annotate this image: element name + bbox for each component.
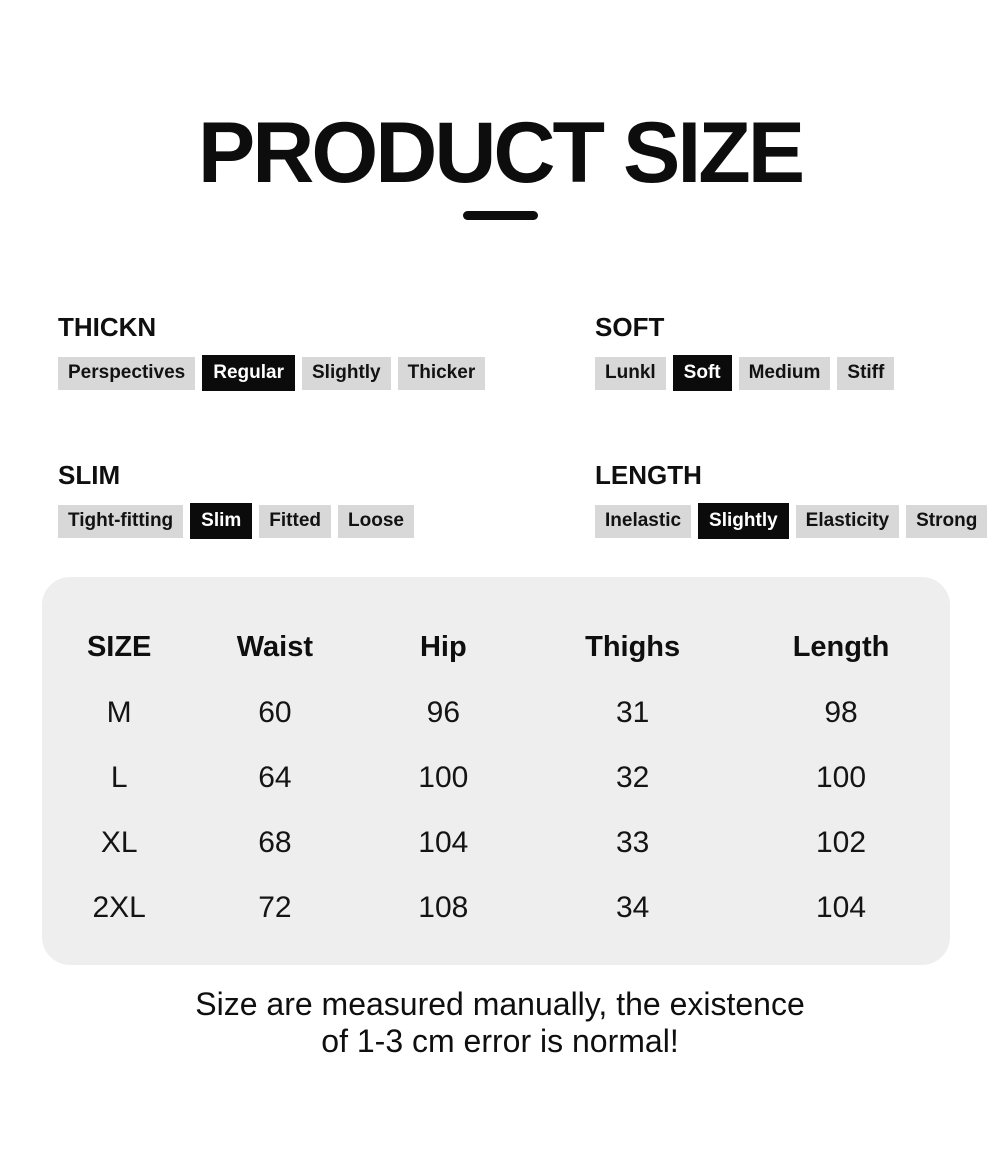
table-header-cell: Hip (419, 631, 467, 663)
table-cell: 108 (418, 890, 469, 924)
option-chip: Fitted (259, 505, 331, 538)
table-cell: 72 (258, 890, 292, 924)
table-cell: 64 (258, 760, 292, 794)
table-header-cell: Length (792, 631, 890, 663)
option-chip: Thicker (398, 357, 486, 390)
attribute-section-thickn (58, 312, 595, 391)
attribute-label: LENGTH (595, 460, 702, 491)
table-cell: 104 (418, 825, 469, 859)
table-header-cell: Waist (236, 631, 314, 663)
table-cell: 68 (258, 825, 292, 859)
table-cell: 102 (816, 825, 867, 859)
attribute-options (595, 355, 987, 391)
attribute-options (58, 503, 595, 539)
option-chip: Medium (739, 357, 831, 390)
table-cell: 2XL (92, 890, 146, 924)
table-header-cell: Thighs (585, 631, 681, 663)
attribute-options (595, 503, 987, 539)
page-title: PRODUCT SIZE (197, 105, 803, 201)
table-row (42, 745, 950, 810)
table-cell: M (106, 695, 132, 729)
option-chip: Inelastic (595, 505, 691, 538)
table-cell: 60 (258, 695, 292, 729)
option-chip: Loose (338, 505, 414, 538)
table-cell: 98 (824, 695, 858, 729)
option-chip: Tight-fitting (58, 505, 183, 538)
option-chip: Slim (190, 503, 252, 539)
option-chip: Strong (906, 505, 987, 538)
option-chip: Slightly (302, 357, 391, 390)
table-cell: 33 (615, 825, 650, 859)
option-chip: Perspectives (58, 357, 195, 390)
attribute-section-soft (595, 312, 987, 391)
measurement-note-line: of 1-3 cm error is normal! (321, 1023, 679, 1059)
option-chip: Elasticity (796, 505, 899, 538)
table-row (42, 810, 950, 875)
table-cell: 100 (418, 760, 469, 794)
table-cell: XL (100, 825, 138, 859)
measurement-note-line: Size are measured manually, the existence (195, 986, 805, 1022)
option-chip: Lunkl (595, 357, 666, 390)
attribute-section-length (595, 460, 987, 539)
attribute-label: THICKN (58, 312, 157, 342)
table-row (42, 680, 950, 745)
option-chip: Stiff (837, 357, 894, 390)
attribute-label: SOFT (595, 312, 665, 342)
table-cell: 104 (816, 890, 867, 924)
option-chip: Slightly (698, 503, 789, 539)
attribute-label: SLIM (58, 460, 121, 491)
table-header-cell: SIZE (86, 631, 152, 663)
table-cell: 32 (615, 760, 650, 794)
attribute-sections (58, 312, 978, 539)
table-cell: 31 (615, 695, 650, 729)
table-cell: L (110, 760, 128, 794)
table-cell: 34 (615, 890, 650, 924)
attribute-options (58, 355, 595, 391)
size-table-panel (42, 577, 950, 965)
table-row (42, 875, 950, 940)
table-cell: 100 (816, 760, 867, 794)
measurement-note (0, 986, 1000, 1060)
table-cell: 96 (426, 695, 461, 729)
table-header-row (42, 615, 950, 680)
title-underline (463, 211, 538, 220)
option-chip: Regular (202, 355, 295, 391)
size-table (42, 615, 950, 940)
option-chip: Soft (673, 355, 732, 391)
attribute-section-slim (58, 460, 595, 539)
